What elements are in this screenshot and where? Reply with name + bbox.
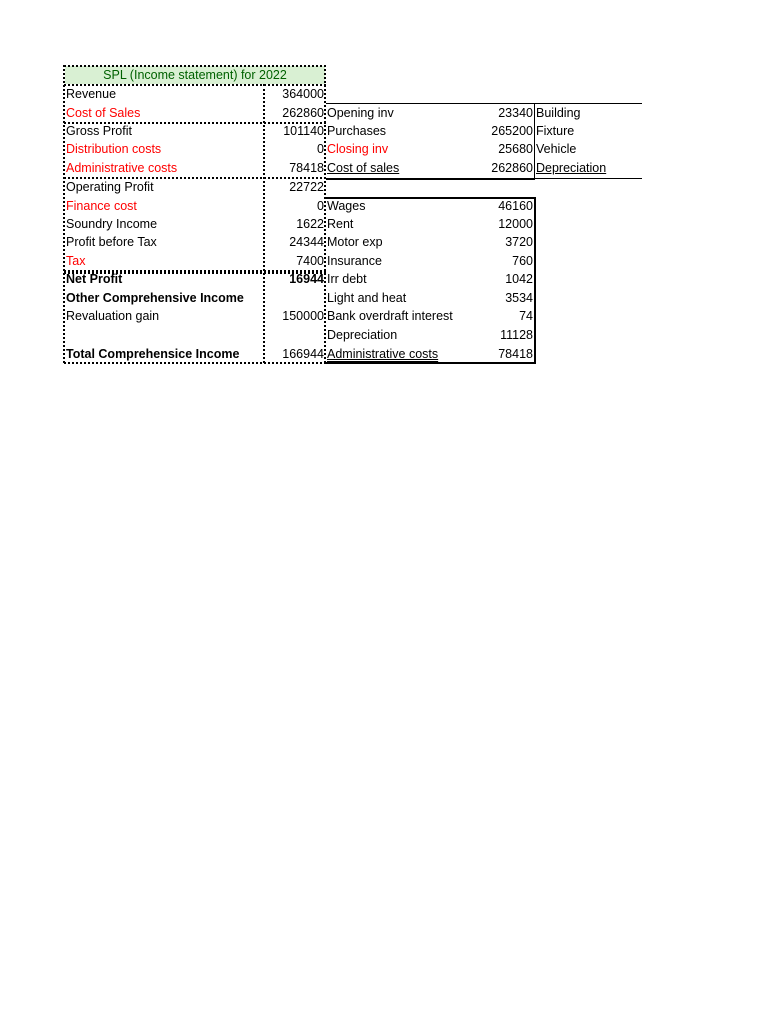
admin-border-bottom (326, 362, 536, 364)
spl-value-other-comprehensive-income[interactable] (264, 289, 325, 307)
admin-value-light-and-heat[interactable]: 3534 (505, 291, 533, 305)
cos-border-top (326, 103, 642, 104)
spl-border-top (64, 65, 326, 67)
spl-label-administrative-costs[interactable]: Administrative costs (66, 161, 178, 175)
admin-value-insurance[interactable]: 760 (512, 254, 533, 268)
admin-label-insurance[interactable]: Insurance (327, 254, 382, 268)
spl-label-total-comprehensive-income[interactable]: Total Comprehensice Income (66, 347, 240, 361)
spl-column-divider (263, 84, 265, 363)
cos-value-cost-of-sales[interactable]: 262860 (491, 161, 533, 175)
spl-value-profit-before-tax[interactable]: 24344 (289, 235, 324, 249)
admin-value-administrative-costs[interactable]: 78418 (498, 347, 533, 361)
cos-label-cost-of-sales[interactable]: Cost of sales (327, 161, 400, 175)
spl-value-gross-profit[interactable]: 101140 (283, 124, 324, 138)
spl-value-finance-cost[interactable]: 0 (317, 199, 324, 213)
spl-label-soundry-income[interactable]: Soundry Income (66, 217, 158, 231)
spl-label-gross-profit[interactable]: Gross Profit (66, 124, 132, 138)
spl-value-total-comprehensive-income[interactable]: 166944 (282, 347, 324, 361)
spl-label-operating-profit[interactable]: Operating Profit (66, 180, 154, 194)
spl-title[interactable]: SPL (Income statement) for 2022 (65, 66, 325, 84)
admin-value-bank-overdraft-interest[interactable]: 74 (519, 309, 533, 323)
admin-border-right (534, 197, 536, 364)
spl-border-bottom (64, 362, 326, 364)
asset-building[interactable]: Building (536, 106, 581, 120)
spl-label-blank[interactable] (65, 326, 263, 344)
admin-label-motor-exp[interactable]: Motor exp (327, 235, 383, 249)
cos-value-closing-inv[interactable]: 25680 (498, 142, 533, 156)
spl-label-net-profit[interactable]: Net Profit (66, 272, 123, 286)
admin-label-irr-debt[interactable]: Irr debt (327, 272, 367, 286)
spl-label-tax[interactable]: Tax (66, 254, 86, 268)
cos-border-right (534, 103, 535, 179)
spl-value-revenue[interactable]: 364000 (282, 87, 324, 101)
spl-label-revenue[interactable]: Revenue (66, 87, 117, 101)
spl-value-net-profit[interactable]: 16944 (289, 272, 324, 286)
spl-label-distribution-costs[interactable]: Distribution costs (66, 142, 162, 156)
spl-divider-net-double (64, 272, 326, 274)
spl-label-cost-of-sales[interactable]: Cost of Sales (66, 106, 141, 120)
cos-value-purchases[interactable]: 265200 (491, 124, 533, 138)
spl-value-cost-of-sales[interactable]: 262860 (282, 106, 324, 120)
spl-divider-operating (64, 177, 326, 179)
spl-header-divider (64, 84, 326, 86)
admin-label-rent[interactable]: Rent (327, 217, 354, 231)
spl-value-distribution-costs[interactable]: 0 (317, 142, 324, 156)
asset-vehicle[interactable]: Vehicle (536, 142, 577, 156)
spl-value-operating-profit[interactable]: 22722 (289, 180, 324, 194)
admin-label-depreciation[interactable]: Depreciation (327, 328, 398, 342)
asset-fixture[interactable]: Fixture (536, 124, 575, 138)
admin-value-rent[interactable]: 12000 (498, 217, 533, 231)
admin-label-administrative-costs[interactable]: Administrative costs (327, 347, 439, 361)
asset-depreciation[interactable]: Depreciation (536, 161, 607, 175)
admin-value-irr-debt[interactable]: 1042 (505, 272, 533, 286)
spl-border-right (324, 65, 326, 363)
spl-value-tax[interactable]: 7400 (296, 254, 324, 268)
admin-value-motor-exp[interactable]: 3720 (505, 235, 533, 249)
cos-label-purchases[interactable]: Purchases (327, 124, 387, 138)
admin-value-wages[interactable]: 46160 (498, 199, 533, 213)
admin-label-bank-overdraft-interest[interactable]: Bank overdraft interest (327, 309, 453, 323)
spl-label-other-comprehensive-income[interactable]: Other Comprehensive Income (66, 291, 244, 305)
spl-label-profit-before-tax[interactable]: Profit before Tax (66, 235, 157, 249)
spl-value-administrative-costs[interactable]: 78418 (289, 161, 324, 175)
admin-value-depreciation[interactable]: 11128 (500, 328, 533, 342)
spl-divider-gross (64, 122, 326, 124)
admin-border-top (326, 197, 536, 199)
admin-label-wages[interactable]: Wages (327, 199, 366, 213)
cos-border-bottom (326, 178, 535, 180)
cos-label-closing-inv[interactable]: Closing inv (327, 142, 389, 156)
cos-label-opening-inv[interactable]: Opening inv (327, 106, 394, 120)
spl-value-blank[interactable] (264, 326, 325, 344)
spl-label-revaluation-gain[interactable]: Revaluation gain (66, 309, 160, 323)
spl-value-soundry-income[interactable]: 1622 (296, 217, 324, 231)
spl-value-revaluation-gain[interactable]: 150000 (282, 309, 324, 323)
admin-label-light-and-heat[interactable]: Light and heat (327, 291, 407, 305)
spl-border-left (63, 65, 65, 363)
spl-label-finance-cost[interactable]: Finance cost (66, 199, 137, 213)
assets-border-bottom (535, 178, 642, 179)
cos-value-opening-inv[interactable]: 23340 (498, 106, 533, 120)
